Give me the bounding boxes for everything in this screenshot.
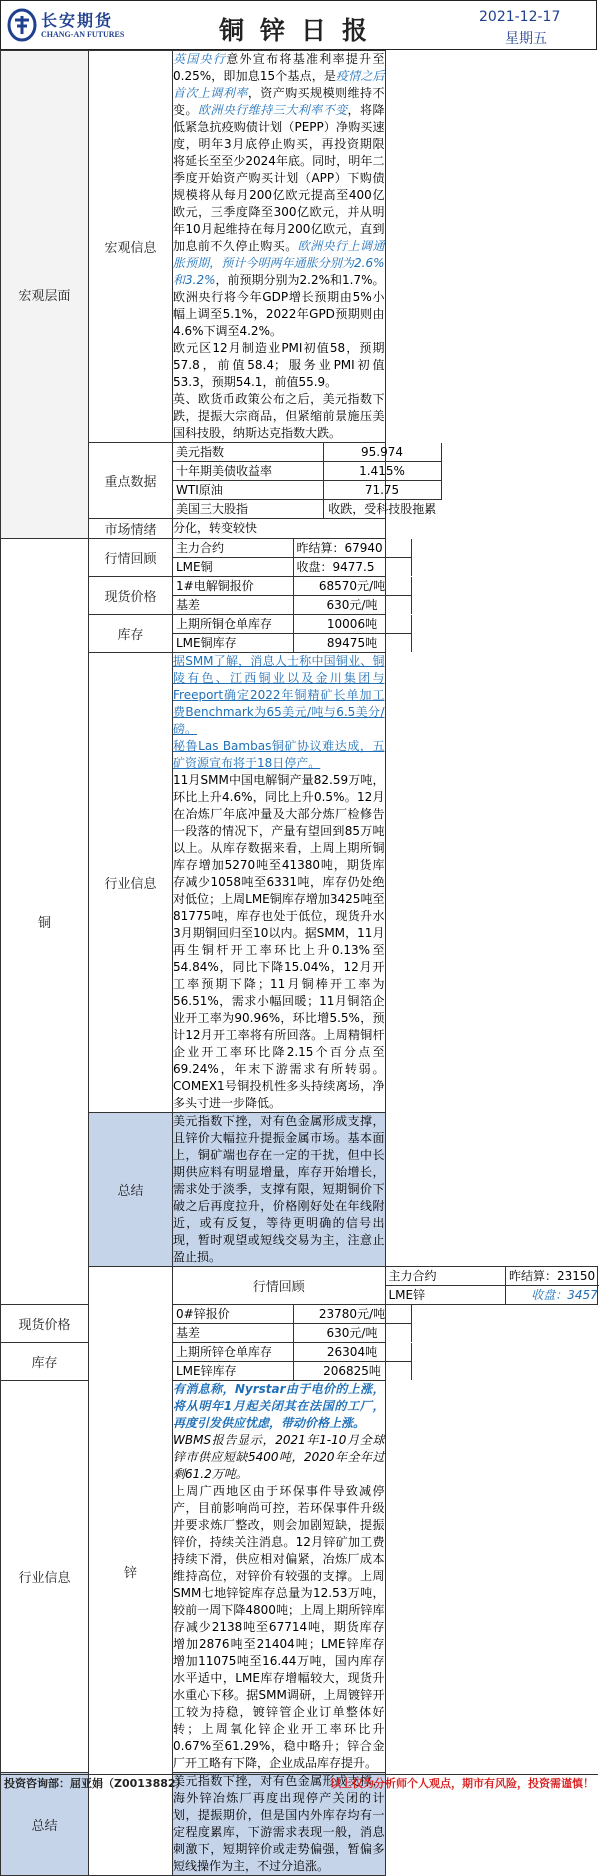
row-value-a: 10006吨: [293, 615, 411, 634]
zinc-market-table: [386, 1267, 599, 1304]
news-paragraph: [173, 772, 385, 1112]
row-name: 1#电解铜报价: [173, 577, 293, 596]
row-name: 基差: [173, 1324, 293, 1343]
row-name: LME铜: [173, 558, 293, 577]
copper-summary-row: [1, 1113, 598, 1267]
macro-info-row: [1, 51, 598, 443]
news-text: 11月SMM中国电解铜产量82.59万吨，环比上升4.6%，同比上升0.5%。12月在冶炼厂年底冲量及大部分炼厂检修告一段落的情况下，产量有望回到85万吨以上。从库存数据来看，上周上期所铜库存增加5270吨至41380吨，期货库存减少1058吨至6331吨，库存仍处绝对低位；上周LME铜库存增加3425吨至81775吨，库存也处于低位，现货升水3月期铜回归至10以内。据SMM，11月再生铜杆开工率环比上升0.13%至54.84%，同比下降15.04%，12月开工率预期下降；11月铜棒开工率为56.51%，需求小幅回暖；11月铜箔企业开工率为90.96%，环比增5.5%，预计12月开工率将有所回落。上周精铜杆企业开工率环比降2.15个百分点至69.24%，年末下游需求有所转弱。COMEX1号铜投机性多头持续离场，净多头寸进一步降低。: [173, 773, 385, 1110]
key-name: 美元指数: [173, 443, 323, 462]
row-value-a: 26304吨: [293, 1343, 411, 1362]
key-name: 十年期美债收益率: [173, 462, 323, 481]
news-paragraph: [173, 653, 385, 738]
row-name: LME锌库存: [173, 1362, 293, 1381]
table-row: [173, 1343, 411, 1362]
category-market: 行情回顾: [89, 539, 173, 577]
row-value-a: 206825吨: [293, 1362, 411, 1381]
news-text: 欧元区12月制造业PMI初值58，预期57.8，前值58.4；服务业PMI初值53.3，预期54.1，前值55.9。: [173, 341, 385, 389]
highlighted-text: 欧洲央行维持三大利率不变: [198, 103, 348, 117]
zinc-market-cell: [385, 1267, 598, 1305]
table-row: [173, 596, 411, 615]
table-row: [173, 615, 411, 634]
report-footer: [0, 1774, 598, 1793]
report-title: 铜锌日报: [181, 11, 421, 47]
news-link[interactable]: 秘鲁Las Bambas铜矿协议难达成，五矿资源宣布将于18日停产。: [173, 739, 385, 770]
report-date: 2021-12-17: [479, 9, 560, 25]
news-paragraph: [173, 1432, 385, 1483]
sentiment-value: 分化，转变较快: [173, 519, 386, 539]
row-value-a: 68570元/吨: [293, 577, 411, 596]
report-table: [0, 50, 598, 1876]
category-summary: 总结: [1, 1773, 89, 1876]
zinc-industry: [173, 1381, 386, 1773]
table-row: [173, 443, 441, 462]
table-row: [173, 500, 441, 519]
key-value: 收跌，受科技股拖累: [323, 500, 441, 519]
category-stock: 库存: [1, 1343, 89, 1381]
category-macro-info: 宏观信息: [89, 51, 173, 443]
news-paragraph: [173, 340, 385, 391]
copper-stock-table: [173, 615, 411, 652]
category-industry: 行业信息: [1, 1381, 89, 1773]
table-row: [173, 577, 411, 596]
table-row: [173, 1362, 411, 1381]
company-logo: [7, 7, 127, 45]
news-paragraph: [173, 1483, 385, 1772]
table-row: [173, 539, 411, 558]
row-value-a: 630元/吨: [293, 1324, 411, 1343]
zinc-market-row: [1, 1267, 598, 1305]
report-weekday: 星期五: [505, 28, 547, 48]
key-value: 95.974: [323, 443, 441, 462]
row-name: LME铜库存: [173, 634, 293, 653]
row-name: 主力合约: [173, 539, 293, 558]
copper-spot-table: [173, 577, 411, 614]
table-row: [173, 462, 441, 481]
copper-industry-row: [1, 653, 598, 1113]
table-row: [173, 1324, 411, 1343]
row-value-a: 收盘：3457: [506, 1286, 599, 1305]
row-name: 主力合约: [386, 1267, 506, 1286]
chang-an-logo-icon: [7, 8, 37, 42]
copper-stock-cell: [173, 615, 386, 653]
news-text: ，前预期分别为2.2%和1.7%。欧洲央行将今年GDP增长预期由5%小幅上调至5.1%，2022年GPD预期则由4.6%下调至4.2%。: [173, 273, 385, 338]
row-value-a: 89475吨: [293, 634, 411, 653]
category-stock: 库存: [89, 615, 173, 653]
news-text: ，资产购买规模则维持不变。: [173, 86, 384, 117]
row-value-a: 收盘：9477.5: [293, 558, 411, 577]
category-spot: 现货价格: [1, 1305, 89, 1343]
row-name: LME锌: [386, 1286, 506, 1305]
copper-stock-row: [1, 615, 598, 653]
category-sentiment: 市场情绪: [89, 519, 173, 539]
news-text: 英、欧货币政策公布之后，美元指数下跌，提振大宗商品，但紧缩前景施压美国科技股，纳斯达克指数大跌。: [173, 392, 385, 440]
row-value-a: 昨结算：67940: [293, 539, 411, 558]
macro-key-row: [1, 443, 598, 519]
macro-news: [173, 51, 386, 443]
category-industry: 行业信息: [89, 653, 173, 1113]
row-name: 0#锌报价: [173, 1305, 293, 1324]
category-market: 行情回顾: [173, 1267, 386, 1305]
highlighted-text: WBMS报告显示，2021年1-10月全球锌市供应短缺5400吨，2020年全年过剩61.2万吨。: [173, 1433, 385, 1481]
news-paragraph: [173, 1381, 385, 1432]
report-header: [0, 0, 597, 50]
news-paragraph: [173, 51, 385, 340]
zinc-stock-cell: [173, 1343, 386, 1381]
row-name: 基差: [173, 596, 293, 615]
key-data-table: [173, 443, 441, 518]
key-value: 1.415%: [323, 462, 441, 481]
highlighted-text: 欧洲央行上调通胀预期，预计今明两年通胀分别为2.6%和3.2%: [173, 239, 385, 287]
copper-market-row: [1, 539, 598, 577]
category-spot: 现货价格: [89, 577, 173, 615]
copper-spot-row: [1, 577, 598, 615]
key-name: WTI原油: [173, 481, 323, 500]
key-data-cell: [173, 443, 386, 519]
copper-industry-body: [173, 653, 385, 1112]
zinc-spot-table: [173, 1305, 411, 1342]
news-text: 意外宣布将基准利率提升至0.25%，即加息15个基点，是: [173, 52, 384, 83]
zinc-industry-body: [173, 1381, 385, 1772]
highlighted-text: 英国央行: [173, 52, 226, 66]
news-link[interactable]: 据SMM了解，消息人士称中国铜业、铜陵有色、江西铜业以及金川集团与Freeport确定2022年铜精矿长单加工费Benchmark为65美元/吨与6.5美分/磅。: [173, 654, 385, 736]
table-row: [173, 481, 441, 500]
company-name-en: CHANG-AN FUTURES: [41, 30, 124, 39]
analyst-credit: 投资咨询部：屈亚娟（Z0013882）: [4, 1775, 187, 1793]
row-value-a: 昨结算：23150: [506, 1267, 599, 1286]
section-label-zinc: 锌: [89, 1267, 173, 1876]
highlighted-text: 疫情之后首次上调利率: [173, 69, 384, 100]
copper-industry: [173, 653, 386, 1113]
copper-market-table: [173, 539, 411, 576]
risk-disclaimer: 以上仅为分析师个人观点，期市有风险，投资需谨慎！: [330, 1775, 594, 1793]
row-name: 上期所铜仓单库存: [173, 615, 293, 634]
table-row: [386, 1267, 599, 1286]
table-row: [173, 1305, 411, 1324]
row-value-a: 23780元/吨: [293, 1305, 411, 1324]
category-key-data: 重点数据: [89, 443, 173, 519]
highlighted-text: 有消息称，Nyrstar由于电价的上涨，将从明年1月起关闭其在法国的工厂，再度引发供应忧虑，带动价格上涨。: [173, 1382, 385, 1430]
section-label-copper: 铜: [1, 539, 89, 1305]
news-paragraph: [173, 738, 385, 772]
news-text: 上周广西地区由于环保事件导致减停产，目前影响尚可控，若环保事件升级并要求炼厂整改，则会加剧短缺，提振锌价，持续关注消息。12月锌矿加工费持续下滑，供应相对偏紧，冶炼厂成本维持高位，对锌价有较强的支撑。上周SMM七地锌锭库存总量为12.53万吨，较前一周下降4800吨；上周上期所锌库存减少2138吨至67714吨，期货库存增加2876吨至21404吨；LME锌库存增加11075吨至16.44万吨，国内库存水平适中，LME库存增幅较大，现货升水重心下移。据SMM调研，上周镀锌开工较为持稳，镀锌管企业订单整体好转；上周氧化锌企业开工率环比升0.67%至61.29%，稳中略升；锌合金厂开工略有下降，企业成品库存提升。: [173, 1484, 385, 1770]
key-value: 71.75: [323, 481, 441, 500]
zinc-summary: 美元指数下挫，对有色金属形成支撑，海外锌冶炼厂再度出现停产关闭的计划，提振期价，但是国内外库存均有一定程度累库，下游需求表现一般，消息刺激下，短期锌价或走势偏强，暂偏多短线操作为主，不过分追涨。: [173, 1773, 386, 1876]
category-summary: 总结: [89, 1113, 173, 1267]
table-row: [386, 1286, 599, 1305]
macro-sentiment-row: [1, 519, 598, 539]
news-paragraph: [173, 391, 385, 442]
macro-news-body: [173, 51, 385, 442]
company-name-cn: 长安期货: [41, 8, 113, 31]
section-label-macro: 宏观层面: [1, 51, 89, 539]
copper-market-cell: [173, 539, 386, 577]
table-row: [173, 558, 411, 577]
key-name: 美国三大股指: [173, 500, 323, 519]
row-name: 上期所锌仓单库存: [173, 1343, 293, 1362]
copper-spot-cell: [173, 577, 386, 615]
news-text: ，将降低紧急抗疫购债计划（PEPP）净购买速度，明年3月底停止购买，再投资期限将延长至至少2024年底。同时，明年二季度开始资产购买计划（APP）下购债规模将从每月200亿欧元提高至400亿欧元，三季度降至300亿欧元，并从明年10月起维持在每月200亿欧元，直到加息前不久停止购买。: [173, 103, 385, 253]
table-row: [173, 634, 411, 653]
zinc-spot-cell: [173, 1305, 386, 1343]
zinc-stock-table: [173, 1343, 411, 1380]
row-value-a: 630元/吨: [293, 596, 411, 615]
copper-summary: 美元指数下挫，对有色金属形成支撑，且锌价大幅拉升提振金属市场。基本面上，铜矿端也存在一定的干扰，但中长期供应料有明显增量，库存开始增长，需求处于淡季，支撑有限，短期铜价下破之后再度拉升，价格刚好处在年线附近，或有反复，等待更明确的信号出现，暂时观望或短线交易为主，注意止盈止损。: [173, 1113, 386, 1267]
